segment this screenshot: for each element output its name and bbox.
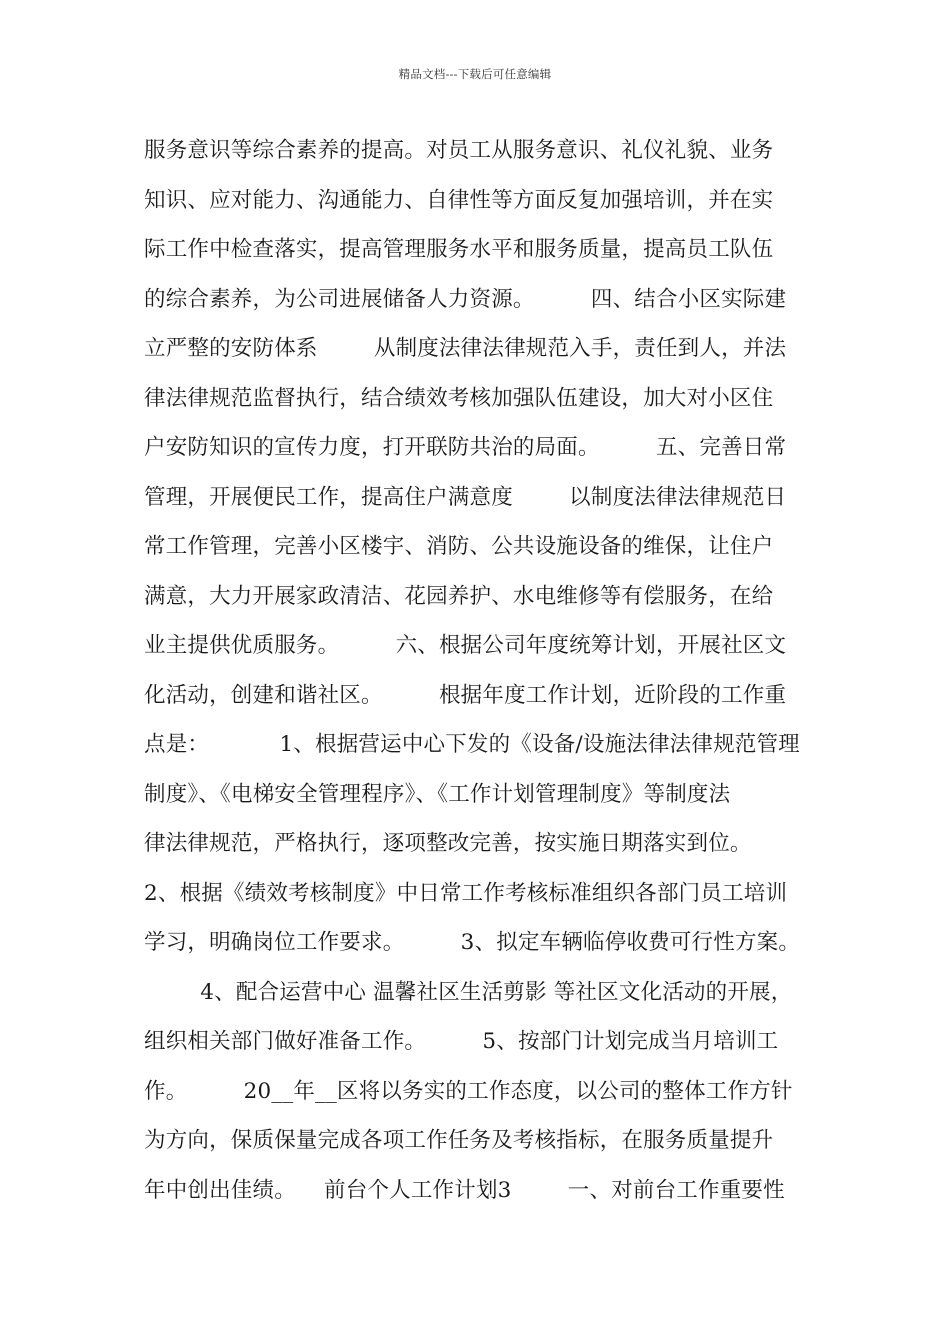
text-line: 知识、应对能力、沟通能力、自律性等方面反复加强培训，并在实 [144, 187, 774, 213]
text-line: 的综合素养，为公司进展储备人力资源。 四、结合小区实际建 [144, 286, 787, 312]
text-line: 组织相关部门做好准备工作。 5、按部门计划完成当月培训工 [144, 1029, 779, 1054]
text-line: 管理，开展便民工作，提高住户满意度 以制度法律法律规范日 [144, 484, 787, 510]
text-line: 立严整的安防体系 从制度法律法律规范入手，责任到人，并法 [144, 336, 787, 361]
page-header: 精品文档---下载后可任意编辑 [398, 67, 552, 81]
text-line: 业主提供优质服务。 六、根据公司年度统筹计划，开展社区文 [144, 633, 787, 658]
text-line: 满意，大力开展家政清洁、花园养护、水电维修等有偿服务，在给 [144, 583, 774, 609]
text-line: 际工作中检查落实，提高管理服务水平和服务质量，提高员工队伍 [144, 237, 774, 262]
text-line: 点是： 1、根据营运中心下发的《设备/设施法律法律规范管理 [144, 732, 800, 757]
text-line: 制度》、《电梯安全管理程序》、《工作计划管理制度》等制度法 [144, 781, 731, 807]
text-line: 服务意识等综合素养的提高。对员工从服务意识、礼仪礼貌、业务 [144, 138, 774, 163]
text-line: 化活动，创建和谐社区。 根据年度工作计划，近阶段的工作重 [144, 682, 787, 708]
text-line: 学习，明确岗位工作要求。 3、拟定车辆临停收费可行性方案。 [144, 930, 801, 955]
text-line: 年中创出佳绩。 前台个人工作计划3 一、对前台工作重要性 [144, 1177, 785, 1203]
text-line: 户安防知识的宣传力度，打开联防共治的局面。 五、完善日常 [144, 435, 787, 460]
text-line: 2、根据《绩效考核制度》中日常工作考核标准组织各部门员工培训 [144, 880, 788, 906]
document-body [144, 126, 824, 1215]
text-line: 为方向，保质保量完成各项工作任务及考核指标，在服务质量提升 [144, 1128, 774, 1153]
text-line: 作。 20__年__区将以务实的工作态度，以公司的整体工作方针 [144, 1078, 793, 1104]
text-line: 常工作管理，完善小区楼宇、消防、公共设施设备的维保，让住户 [144, 534, 774, 559]
text-line: 律法律规范监督执行，结合绩效考核加强队伍建设，加大对小区住 [144, 385, 774, 411]
text-line: 律法律规范，严格执行，逐项整改完善，按实施日期落实到位。 [144, 831, 752, 856]
text-line: 4、配合运营中心 温馨社区生活剪影 等社区文化活动的开展， [144, 979, 793, 1005]
